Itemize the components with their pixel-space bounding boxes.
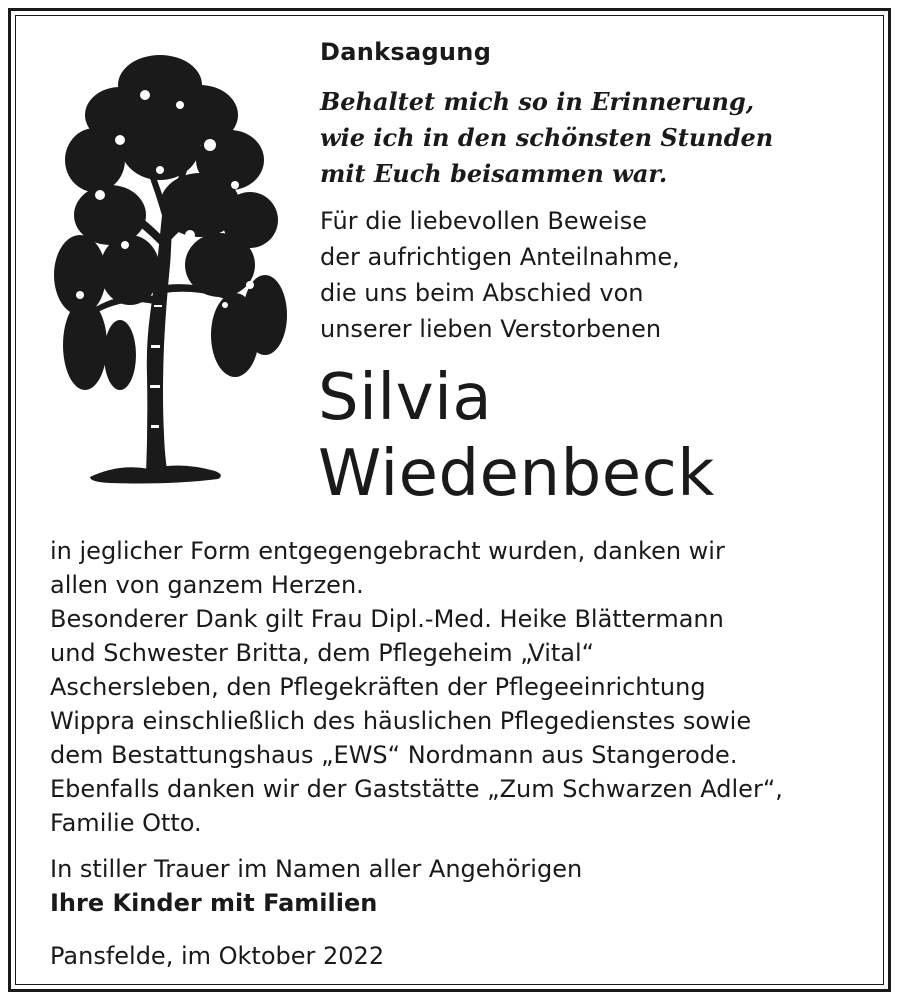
- body-line: Familie Otto.: [50, 809, 202, 837]
- first-name: Silvia: [318, 361, 493, 435]
- quote-line: Behaltet mich so in Erinnerung,: [320, 87, 755, 116]
- body-line: Wippra einschließlich des häuslichen Pflegedienstes sowie: [50, 707, 752, 735]
- body-line: dem Bestattungshaus „EWS“ Nordmann aus Stangerode.: [50, 741, 738, 769]
- signature: Ihre Kinder mit Familien: [50, 889, 378, 917]
- quote-line: mit Euch beisammen war.: [320, 159, 668, 188]
- body-line: Ebenfalls danken wir der Gaststätte „Zum Schwarzen Adler“,: [50, 775, 783, 803]
- thanks-body: [50, 534, 783, 840]
- intro-line: der aufrichtigen Anteilnahme,: [320, 243, 680, 271]
- closing-line: In stiller Trauer im Namen aller Angehörigen: [50, 855, 583, 883]
- body-line: in jeglicher Form entgegengebracht wurden, danken wir: [50, 537, 725, 565]
- body-line: Besonderer Dank gilt Frau Dipl.-Med. Heike Blättermann: [50, 605, 724, 633]
- intro-line: Für die liebevollen Beweise: [320, 207, 647, 235]
- quote-line: wie ich in den schönsten Stunden: [320, 123, 774, 152]
- heading-danksagung: Danksagung: [320, 38, 492, 66]
- intro-text: [320, 203, 680, 347]
- closing-block: [50, 852, 582, 920]
- body-line: und Schwester Britta, dem Pflegeheim „Vital“: [50, 639, 595, 667]
- body-line: allen von ganzem Herzen.: [50, 571, 364, 599]
- birch-tree-icon: [50, 45, 290, 490]
- intro-line: die uns beim Abschied von: [320, 279, 644, 307]
- deceased-name: [318, 360, 715, 512]
- last-name: Wiedenbeck: [318, 437, 715, 511]
- intro-line: unserer lieben Verstorbenen: [320, 315, 662, 343]
- memorial-quote: [320, 84, 773, 192]
- place-date: Pansfelde, im Oktober 2022: [50, 942, 385, 970]
- body-line: Aschersleben, den Pflegekräften der Pflegeeinrichtung: [50, 673, 706, 701]
